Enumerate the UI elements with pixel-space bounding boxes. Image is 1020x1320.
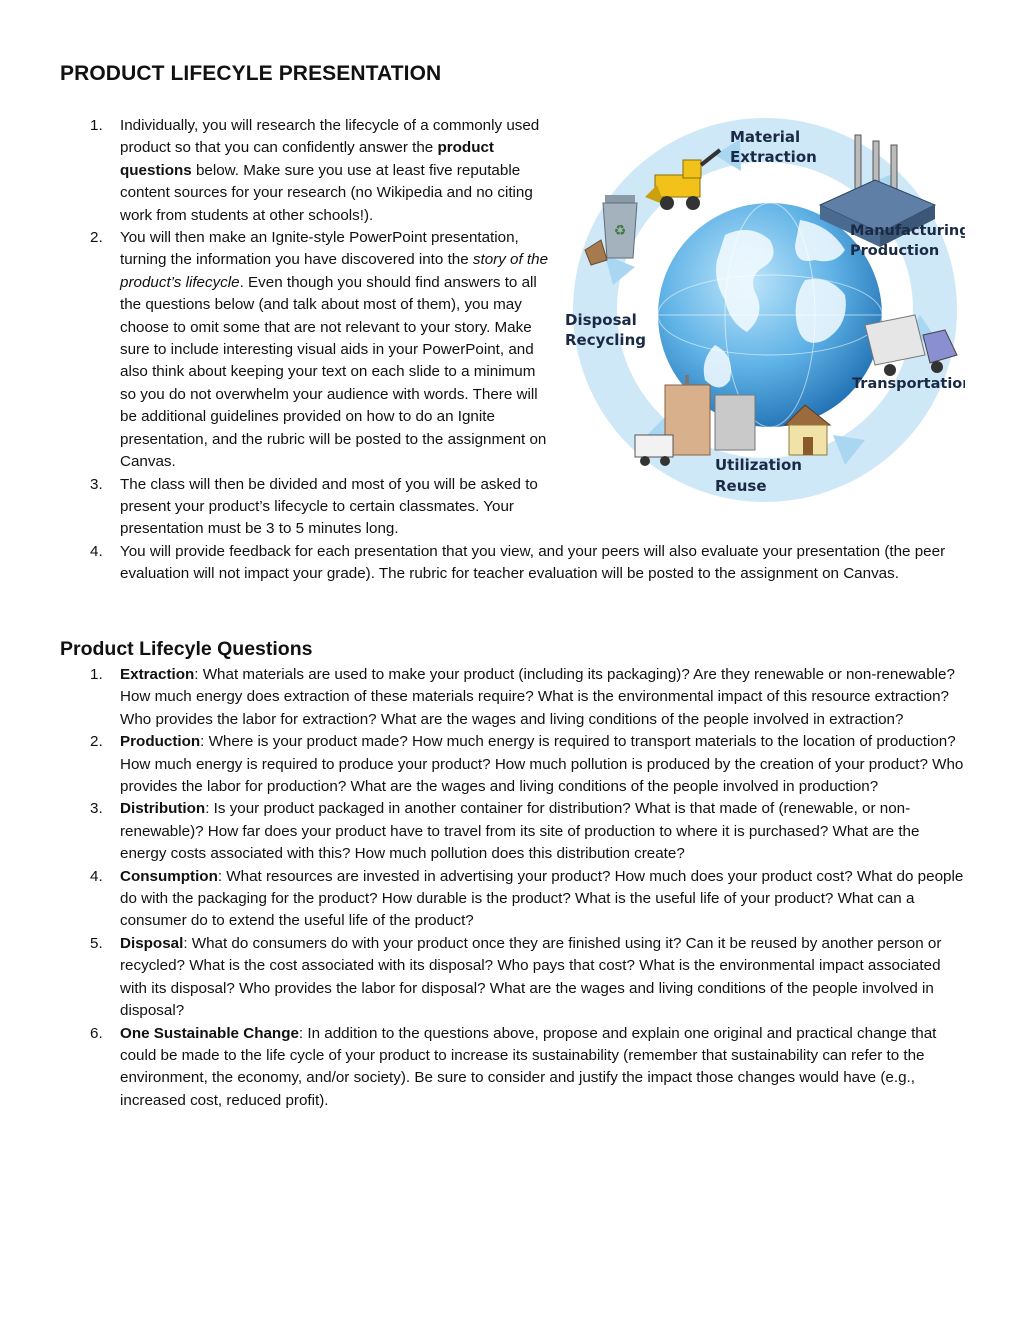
intro-item xyxy=(60,474,965,541)
intro-item xyxy=(60,115,965,227)
list-number: 4. xyxy=(90,542,103,560)
question-text: : What resources are invested in advertising your product? How much does your product cost? What do people do with the packaging for the product? How durable is the product? What is the useful life of your product? What can a consumer do to extend the useful life of the product? xyxy=(120,867,964,930)
intro-item-bold: product questions xyxy=(120,139,494,179)
intro-section xyxy=(60,115,965,586)
list-number: 3. xyxy=(90,475,103,493)
list-number: 1. xyxy=(90,117,103,134)
question-text: : Where is your product made? How much energy is required to transport materials to the location of production? How much energy is required to produce your product? How much pollution is produced by the creation of your product? Who provides the labor for production? What are the wages and living conditions of the people involved in production? xyxy=(120,733,964,796)
question-term: Distribution xyxy=(120,800,206,818)
question-item xyxy=(60,798,965,865)
label-manufacturing-line1: Manufacturing xyxy=(850,223,965,239)
label-utilization-line1: Utilization xyxy=(715,456,802,474)
list-number: 1. xyxy=(90,666,103,683)
question-item xyxy=(60,664,965,731)
questions-section xyxy=(60,664,965,1112)
intro-item-text: . Even though you should find answers to all the questions below (and talk about most of them), you may choose to omit some that are not relevant to your story. Make sure to include interesting visual aids in your PowerPoint, and also think about keeping your text on each slide to a minimum so you do not overwhelm your audience with words. There will be additional guidelines provided on how to do an Ignite presentation, and the rubric will be posted to the assignment on Canvas. xyxy=(120,273,547,471)
question-term: Disposal xyxy=(120,934,184,952)
question-text: : Is your product packaged in another container for distribution? What is that made of (renewable, or non-renewable)? How far does your product have to travel from its site of production to where it is purchased? What are the energy costs associated with this? How much pollution does this distribution create? xyxy=(120,800,920,863)
question-text: : In addition to the questions above, propose and explain one original and practical change that could be made to the life cycle of your product to increase its sustainability (remember that sustainability can refer to the environment, the economy, and/or society). Be sure to consider and justify the impact those changes would have (e.g., increased cost, reduced profit). xyxy=(120,1024,937,1109)
list-number: 5. xyxy=(90,934,103,952)
question-text: : What do consumers do with your product once they are finished using it? Can it be reused by another person or recycled? What is the cost associated with its disposal? Who pays that cost? What is the environmental impact associated with its disposal? Who provides the labor for disposal? What are the wages and living conditions of the people involved in disposal? xyxy=(120,934,942,1020)
intro-item-text: Individually, you will research the lifecycle of a commonly used product so that you can confidently answer the xyxy=(120,117,540,157)
label-utilization-line2: Reuse xyxy=(715,477,767,495)
question-term: Production xyxy=(120,733,201,751)
intro-item-text: You will then make an Ignite-style PowerPoint presentation, turning the information you have discovered into the xyxy=(120,229,519,269)
intro-item-text: below. Make sure you use at least five reputable content sources for your research (no Wikipedia and no citing work from students at other schools!). xyxy=(120,161,533,224)
question-item xyxy=(60,933,965,1023)
intro-item xyxy=(60,227,965,473)
question-term: Consumption xyxy=(120,867,218,885)
intro-item-text: You will provide feedback for each presentation that you view, and your peers will also evaluate your presentation (the peer evaluation will not impact your grade). The rubric for teacher evaluation will be posted to the assignment on Canvas. xyxy=(120,542,946,583)
questions-heading: Product Lifecyle Questions xyxy=(60,638,313,660)
label-transportation: Transportation xyxy=(852,376,965,392)
question-item xyxy=(60,731,965,798)
question-text: : What materials are used to make your product (including its packaging)? Are they renewable or non-renewable? How much energy does extraction of these materials require? What is the environmental impact of this resource extraction? Who provides the labor for extraction? What are the wages and living conditions of the people involved in extraction? xyxy=(120,666,955,728)
label-material-line2: Extraction xyxy=(730,148,817,166)
list-number: 6. xyxy=(90,1024,103,1042)
list-number: 4. xyxy=(90,867,103,885)
question-term: Extraction xyxy=(120,666,195,683)
list-number: 3. xyxy=(90,800,103,818)
intro-item-italic: story of the product’s lifecycle xyxy=(120,251,549,291)
label-manufacturing-line2: Production xyxy=(850,243,940,259)
list-number: 2. xyxy=(90,733,103,751)
label-disposal-line1: Disposal xyxy=(565,311,637,329)
question-item xyxy=(60,866,965,933)
question-item xyxy=(60,1023,965,1113)
intro-item-text: The class will then be divided and most of you will be asked to present your product’s lifecycle to certain classmates. Your presentation must be 3 to 5 minutes long. xyxy=(120,475,538,538)
svg-text:♻: ♻ xyxy=(613,223,627,239)
label-disposal-line2: Recycling xyxy=(565,331,646,349)
question-term: One Sustainable Change xyxy=(120,1024,299,1042)
intro-list xyxy=(60,115,965,586)
questions-list xyxy=(60,664,965,1112)
intro-item xyxy=(60,541,965,586)
list-number: 2. xyxy=(90,229,103,247)
page-title: PRODUCT LIFECYLE PRESENTATION xyxy=(60,62,442,85)
label-material-line1: Material xyxy=(730,128,801,146)
